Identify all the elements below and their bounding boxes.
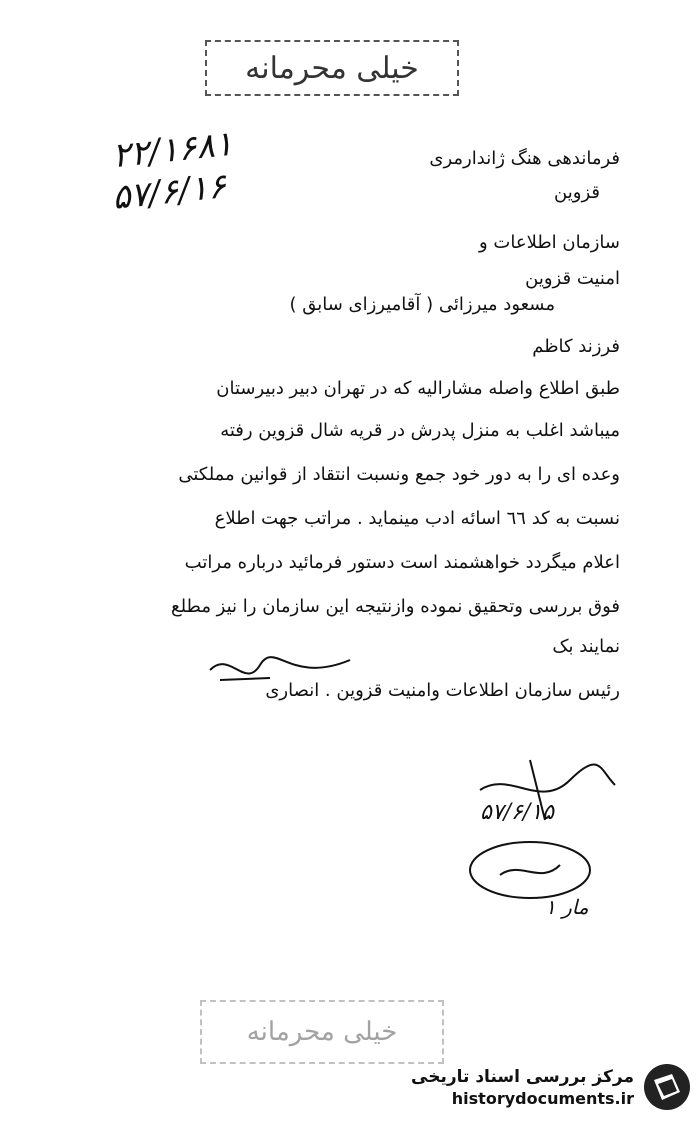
signature-line: رئیس سازمان اطلاعات وامنیت قزوین . انصاری — [265, 680, 620, 701]
address-line-1: فرماندهی هنگ ژاندارمری — [429, 148, 620, 169]
body-line-1: طبق اطلاع واصله مشارالیه که در تهران دبیر دبیرستان — [216, 378, 620, 399]
confidential-stamp — [205, 40, 459, 96]
body-line-2: میباشد اغلب به منزل پدرش در قریه شال قزوین رفته — [220, 420, 620, 441]
subject-father: فرزند کاظم — [532, 336, 620, 357]
reference-date: ۵۷/۶/۱۶ — [110, 166, 228, 218]
body-line-6: فوق بررسی وتحقیق نموده وازنتیجه این سازمان را نیز مطلع — [171, 596, 620, 617]
margin-date: ۵۷/۶/۱۵ — [480, 800, 554, 825]
confidential-stamp-bottom-text: خیلی محرمانه — [246, 1017, 398, 1047]
source-logo — [411, 1062, 692, 1112]
reference-number: ۲۲/۱۶۸۱ — [110, 123, 235, 177]
body-line-7: نمایند بک — [552, 636, 620, 657]
confidential-stamp-text: خیلی محرمانه — [245, 50, 419, 86]
body-line-5: اعلام میگردد خواهشمند است دستور فرمائید درباره مراتب — [184, 552, 620, 573]
address-line-2: قزوین — [554, 182, 600, 203]
address-line-3: سازمان اطلاعات و — [479, 232, 620, 253]
body-line-4: نسبت به کد ٦٦ اسائه ادب مینماید . مراتب جهت اطلاع — [214, 508, 620, 529]
address-line-4: امنیت قزوین — [525, 268, 620, 289]
margin-note: مار ۱ — [545, 895, 589, 919]
confidential-stamp-bottom — [200, 1000, 444, 1064]
subject-name: مسعود میرزائی ( آقامیرزای سابق ) — [289, 294, 555, 315]
document-archive-icon — [642, 1062, 692, 1112]
body-line-3: وعده ای را به دور خود جمع ونسبت انتقاد از قوانین مملکتی — [178, 464, 620, 485]
logo-website-text: historydocuments.ir — [451, 1088, 634, 1108]
logo-persian-text: مرکز بررسی اسناد تاریخی — [411, 1066, 634, 1087]
